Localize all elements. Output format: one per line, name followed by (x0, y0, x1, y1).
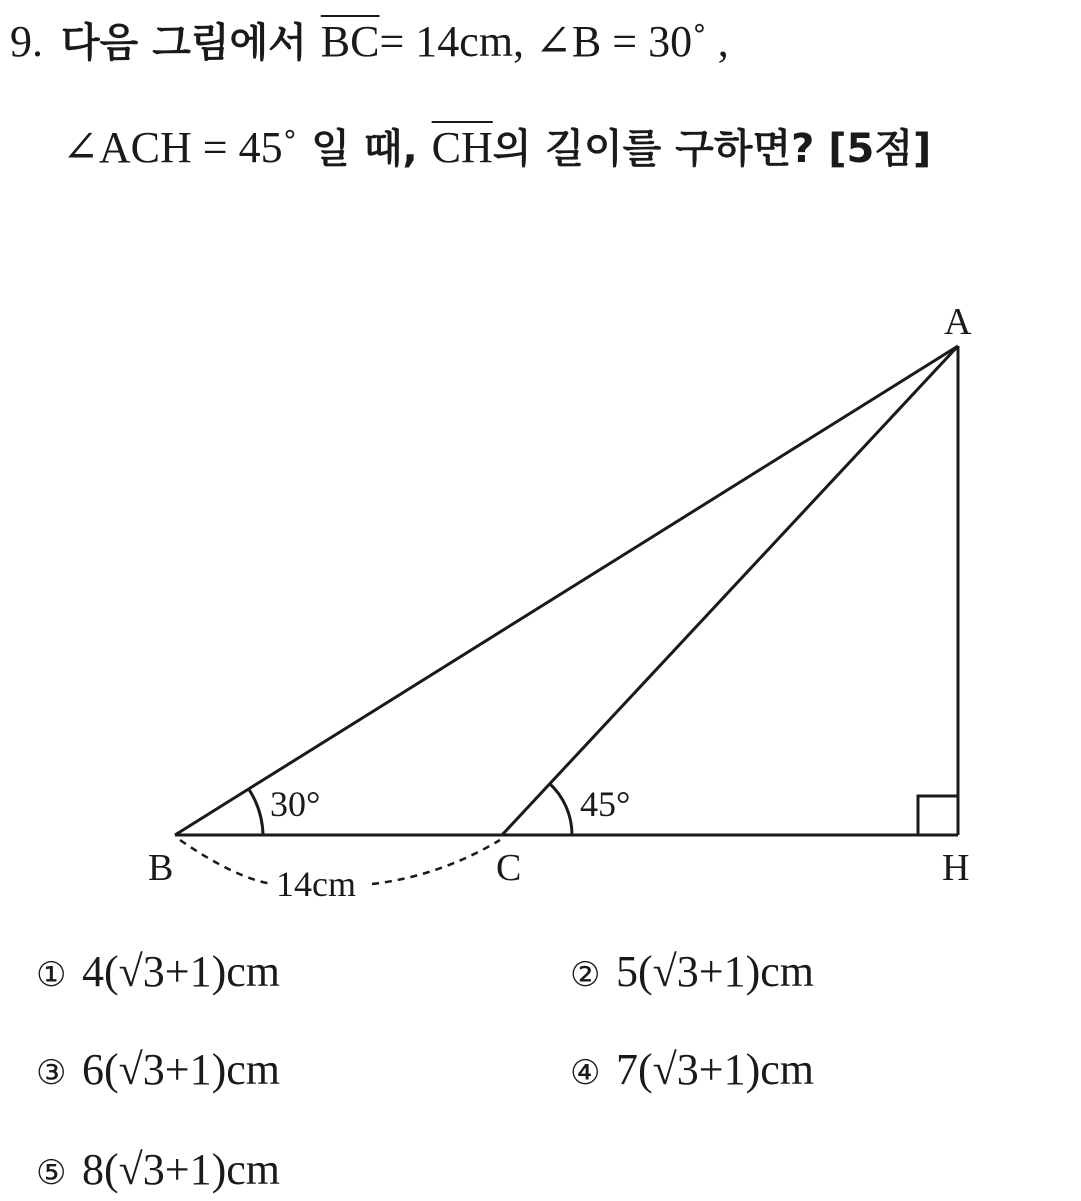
segment-ch: $\overline{CH}$ (431, 123, 493, 172)
choice-5-mark: ⑤ (36, 1153, 67, 1193)
choice-2-text: 5(√3+1)cm (616, 947, 815, 996)
segment-bc: $\overline{BC}$ (320, 17, 380, 66)
label-angle-c: 45° (580, 784, 631, 824)
choice-5-text: 8(√3+1)cm (82, 1145, 281, 1194)
segment-ac (502, 346, 958, 835)
question-number: 9. (10, 17, 43, 66)
question-text-2: 일 때, (311, 126, 418, 172)
choice-2[interactable] (570, 944, 814, 1003)
choice-3[interactable] (36, 1042, 280, 1101)
question-line-2 (62, 120, 931, 177)
question-text-3: 의 길이를 구하면? [5점] (492, 126, 932, 172)
choice-3-text: 6(√3+1)cm (82, 1045, 281, 1094)
question-condition-1: = 14cm, ∠B = 30˚ , (379, 17, 729, 66)
angle-arc-c (549, 783, 572, 835)
question-line-1 (10, 14, 729, 71)
choice-2-mark: ② (570, 955, 601, 995)
choice-3-mark: ③ (36, 1053, 67, 1093)
label-bc-length: 14cm (276, 864, 356, 904)
question-angle-ach: ∠ACH = 45˚ (62, 123, 298, 172)
choice-4-text: 7(√3+1)cm (616, 1045, 815, 1094)
bc-dimension-arc (372, 840, 500, 884)
label-a: A (944, 301, 972, 343)
choice-1-text: 4(√3+1)cm (82, 947, 281, 996)
angle-arc-b (248, 788, 263, 835)
label-h: H (942, 847, 970, 889)
triangle-figure (0, 280, 1081, 920)
label-angle-b: 30° (270, 784, 321, 824)
question-text-1: 다음 그림에서 (61, 20, 307, 66)
segment-ab (175, 346, 958, 835)
choice-1[interactable] (36, 944, 280, 1003)
choice-5[interactable] (36, 1142, 280, 1201)
choice-4-mark: ④ (570, 1053, 601, 1093)
bc-dimension-arc (180, 840, 272, 884)
choice-1-mark: ① (36, 955, 67, 995)
label-c: C (496, 847, 522, 889)
right-angle-mark (918, 796, 958, 835)
label-b: B (148, 847, 174, 889)
choice-4[interactable] (570, 1042, 814, 1101)
